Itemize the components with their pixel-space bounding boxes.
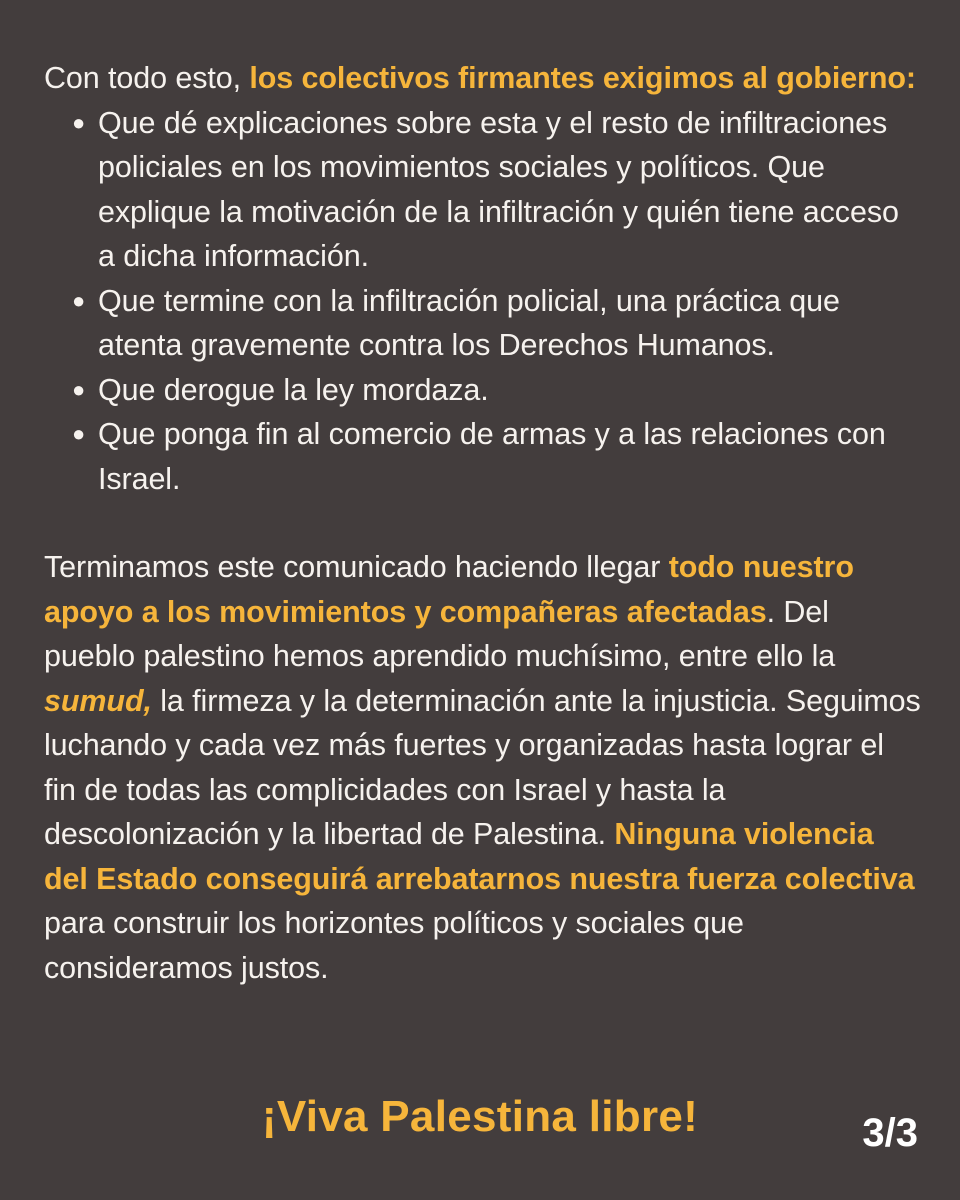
- demand-text: Que ponga fin al comercio de armas y a las relaciones con Israel.: [98, 417, 886, 496]
- closing-part4: para construir los horizontes políticos y sociales que consideramos justos.: [44, 906, 744, 985]
- intro-highlight: los colectivos firmantes exigimos al gobierno:: [249, 61, 916, 95]
- closing-part2: . Del pueblo palestino hemos aprendido muchísimo, entre ello la: [44, 594, 836, 673]
- bullet-icon: ●: [72, 287, 86, 313]
- list-item: [72, 279, 924, 368]
- bullet-icon: ●: [72, 421, 86, 446]
- closing-part3: la firmeza y la determinación ante la injusticia. Seguimos luchando y cada vez más fuertes y organizadas hasta lograr el fin de todas las complicidades con Israel y hasta la descolonización y la libertad de Palestina.: [44, 683, 921, 851]
- closing-highlight1: todo nuestro apoyo a los movimientos y compañeras afectadas: [44, 550, 854, 629]
- closing-highlight2: Ninguna violencia del Estado conseguirá arrebatarnos nuestra fuerza colectiva: [44, 817, 915, 896]
- intro-lead: Con todo esto,: [44, 61, 250, 95]
- demands-list: [44, 101, 924, 502]
- closing-part1: Terminamos este comunicado haciendo llegar: [44, 550, 669, 584]
- intro-paragraph: [44, 56, 924, 101]
- statement-body: [44, 56, 924, 990]
- list-item: [72, 101, 924, 279]
- list-item: [72, 412, 924, 501]
- demand-text: Que dé explicaciones sobre esta y el resto de infiltraciones policiales en los movimientos sociales y políticos. Que explique la motivación de la infiltración y quién tiene acceso a dicha información.: [98, 105, 899, 273]
- bullet-icon: ●: [72, 109, 86, 135]
- closing-paragraph: [44, 545, 924, 990]
- slogan: ¡Viva Palestina libre!: [261, 1092, 699, 1141]
- bullet-icon: ●: [72, 376, 86, 402]
- demand-text: Que derogue la ley mordaza.: [98, 372, 489, 407]
- sumud-word: sumud,: [44, 683, 152, 718]
- list-item: [72, 368, 924, 413]
- demand-text: Que termine con la infiltración policial, una práctica que atenta gravemente contra los Derechos Humanos.: [98, 283, 840, 362]
- page-indicator: 3/3: [862, 1111, 918, 1155]
